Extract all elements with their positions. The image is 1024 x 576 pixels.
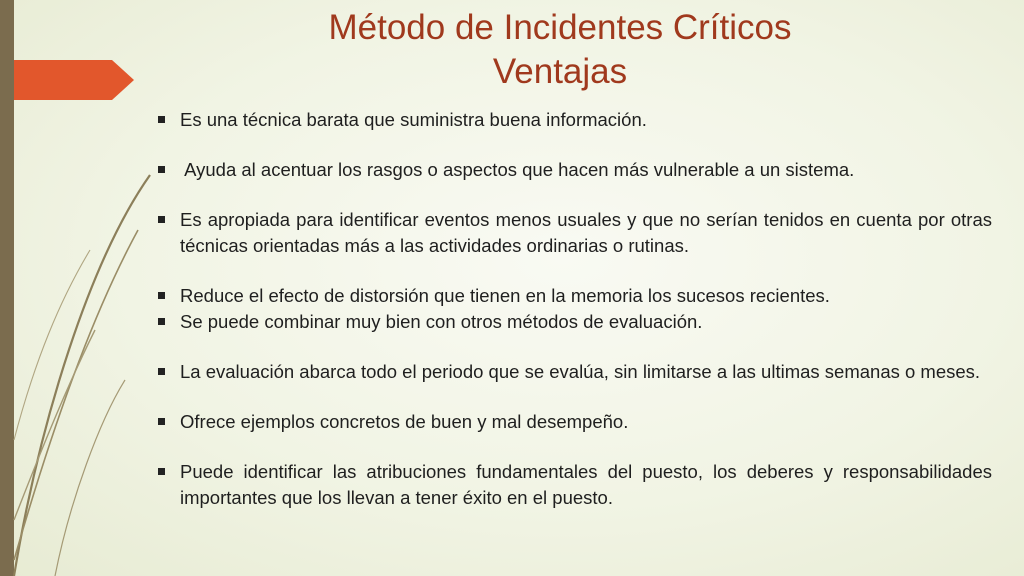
stem-curve-5 bbox=[14, 250, 90, 440]
bullet-item bbox=[158, 207, 992, 259]
bullet-item bbox=[158, 157, 992, 183]
bullet-text: La evaluación abarca todo el periodo que se evalúa, sin limitarse a las ultimas semanas o meses. bbox=[180, 361, 981, 382]
square-bullet-icon bbox=[158, 216, 165, 223]
square-bullet-icon bbox=[158, 318, 165, 325]
square-bullet-icon bbox=[158, 468, 165, 475]
bullet-text: Es una técnica barata que suministra buena información. bbox=[180, 109, 647, 130]
stem-curve-4 bbox=[55, 380, 125, 576]
bullet-item bbox=[158, 107, 992, 133]
square-bullet-icon bbox=[158, 116, 165, 123]
bullet-text: Se puede combinar muy bien con otros métodos de evaluación. bbox=[180, 311, 703, 332]
bullet-text: Ofrece ejemplos concretos de buen y mal desempeño. bbox=[180, 411, 629, 432]
left-decorative-bar bbox=[0, 0, 14, 576]
square-bullet-icon bbox=[158, 166, 165, 173]
stem-curve-3 bbox=[14, 330, 95, 520]
stem-curve-2 bbox=[14, 230, 138, 560]
bullet-item bbox=[158, 283, 992, 309]
bullet-text: Reduce el efecto de distorsión que tienen en la memoria los sucesos recientes. bbox=[180, 285, 830, 306]
bullet-text: Es apropiada para identificar eventos menos usuales y que no serían tenidos en cuenta por otras técnicas orientadas más a las actividades ordinarias o rutinas. bbox=[180, 209, 992, 256]
bullet-item bbox=[158, 359, 992, 385]
bullet-item bbox=[158, 309, 992, 335]
slide-title: Método de Incidentes Críticos bbox=[328, 8, 792, 47]
square-bullet-icon bbox=[158, 292, 165, 299]
bullet-text: Puede identificar las atribuciones fundamentales del puesto, los deberes y responsabilidades importantes que los llevan a tener éxito en el puesto. bbox=[180, 461, 992, 508]
orange-arrow-tab bbox=[14, 60, 134, 100]
square-bullet-icon bbox=[158, 368, 165, 375]
stem-curve-1 bbox=[14, 175, 150, 576]
bullet-list bbox=[158, 107, 992, 511]
slide-subtitle: Ventajas bbox=[492, 52, 628, 91]
square-bullet-icon bbox=[158, 418, 165, 425]
bullet-text: Ayuda al acentuar los rasgos o aspectos que hacen más vulnerable a un sistema. bbox=[180, 159, 855, 180]
bullet-item bbox=[158, 459, 992, 511]
bullet-item bbox=[158, 409, 992, 435]
